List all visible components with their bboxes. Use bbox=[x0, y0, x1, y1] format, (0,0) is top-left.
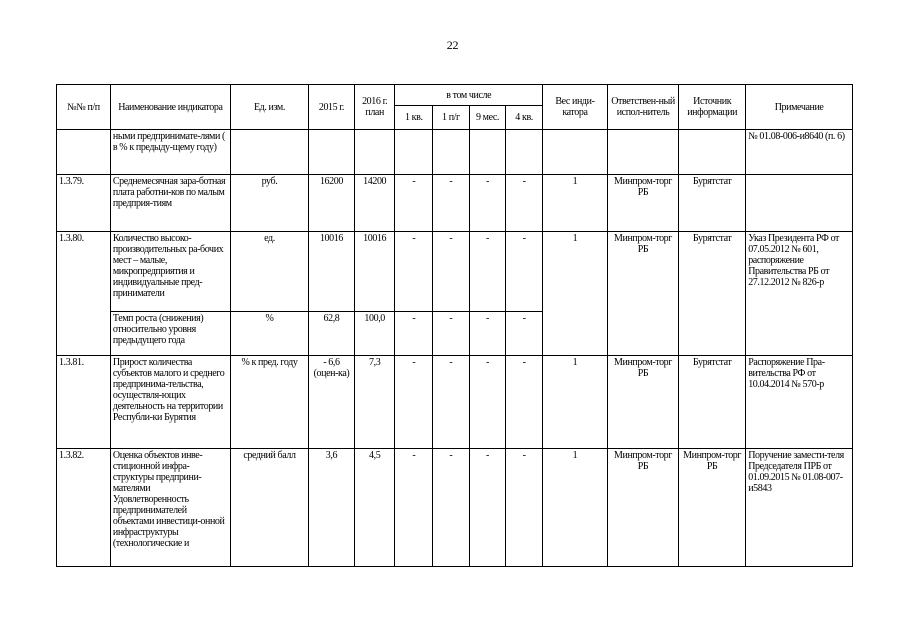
cell-unit: % к пред. году bbox=[230, 356, 308, 449]
cell-q1: - bbox=[395, 232, 433, 312]
cell-note: Поручение замести-теля Председателя ПРБ от 01.09.2015 № 01.08-007-и5843 bbox=[746, 449, 853, 567]
cell-h1: - bbox=[433, 232, 470, 312]
cell-h1: - bbox=[433, 312, 470, 356]
header-note: Примечание bbox=[746, 85, 853, 130]
cell-executor: Минпром-торг РБ bbox=[607, 232, 678, 356]
cell-2016: 14200 bbox=[354, 175, 395, 232]
table-row bbox=[57, 232, 853, 312]
cell-2015: 10016 bbox=[309, 232, 355, 312]
cell-name: Оценка объектов инве-стиционной инфра-структуры предприни-мателями Удовлетворенность предпринимателей объектами инвестици-онной инфраструктуры (технологические и bbox=[110, 449, 230, 567]
cell-9m bbox=[469, 130, 506, 175]
cell-q1: - bbox=[395, 356, 433, 449]
cell-9m: - bbox=[469, 232, 506, 312]
cell-h1: - bbox=[433, 356, 470, 449]
cell-q4 bbox=[506, 130, 543, 175]
header-h1: 1 п/г bbox=[433, 106, 470, 130]
cell-note: Распоряжение Пра-вительства РФ от 10.04.2014 № 570-р bbox=[746, 356, 853, 449]
cell-q1: - bbox=[395, 175, 433, 232]
cell-num bbox=[57, 130, 111, 175]
cell-unit: % bbox=[230, 312, 308, 356]
cell-unit: руб. bbox=[230, 175, 308, 232]
page-number: 22 bbox=[446, 38, 459, 52]
cell-9m: - bbox=[469, 449, 506, 567]
cell-executor: Минпром-торг РБ bbox=[607, 449, 678, 567]
cell-note: № 01.08-006-и8640 (п. 6) bbox=[746, 130, 853, 175]
cell-num: 1.3.79. bbox=[57, 175, 111, 232]
cell-source: Бурятстат bbox=[679, 356, 746, 449]
cell-2015: 62,8 bbox=[309, 312, 355, 356]
cell-note bbox=[746, 175, 853, 232]
header-name: Наименование индикатора bbox=[110, 85, 230, 130]
cell-unit: ед. bbox=[230, 232, 308, 312]
header-2016-plan: 2016 г. план bbox=[354, 85, 395, 130]
cell-executor: Минпром-торг РБ bbox=[607, 175, 678, 232]
cell-2016: 10016 bbox=[354, 232, 395, 312]
cell-q1: - bbox=[395, 312, 433, 356]
cell-name: Среднемесячная зара-ботная плата работни-ков по малым предприя-тиям bbox=[110, 175, 230, 232]
header-weight: Вес инди-катора bbox=[542, 85, 607, 130]
cell-q4: - bbox=[506, 449, 543, 567]
cell-9m: - bbox=[469, 356, 506, 449]
cell-executor: Минпром-торг РБ bbox=[607, 356, 678, 449]
header-q1: 1 кв. bbox=[395, 106, 433, 130]
cell-2016: 4,5 bbox=[354, 449, 395, 567]
cell-q1 bbox=[395, 130, 433, 175]
cell-h1 bbox=[433, 130, 470, 175]
cell-2015: - 6,6 (оцен-ка) bbox=[309, 356, 355, 449]
cell-source: Минпром-торг РБ bbox=[679, 449, 746, 567]
cell-q4: - bbox=[506, 356, 543, 449]
table-row bbox=[57, 175, 853, 232]
header-num: №№ п/п bbox=[57, 85, 111, 130]
cell-name: ными предпринимате-лями ( в % к предыду-щему году) bbox=[110, 130, 230, 175]
cell-note: Указ Президента РФ от 07.05.2012 № 601, распоряжение Правительства РБ от 27.12.2012 № 826-р bbox=[746, 232, 853, 356]
table-row bbox=[57, 130, 853, 175]
cell-weight: 1 bbox=[542, 449, 607, 567]
cell-2015: 3,6 bbox=[309, 449, 355, 567]
cell-q4: - bbox=[506, 232, 543, 312]
table-row bbox=[57, 449, 853, 567]
cell-source: Бурятстат bbox=[679, 232, 746, 356]
cell-weight: 1 bbox=[542, 356, 607, 449]
cell-weight: 1 bbox=[542, 232, 607, 356]
cell-num: 1.3.82. bbox=[57, 449, 111, 567]
cell-name: Прирост количества субъектов малого и среднего предпринима-тельства, осуществля-ющих деятельность на территории Республи-ки Бурятия bbox=[110, 356, 230, 449]
cell-2016: 100,0 bbox=[354, 312, 395, 356]
cell-2015: 16200 bbox=[309, 175, 355, 232]
cell-h1: - bbox=[433, 449, 470, 567]
cell-source bbox=[679, 130, 746, 175]
cell-q4: - bbox=[506, 175, 543, 232]
cell-name: Темп роста (снижения) относительно уровня предыдущего года bbox=[110, 312, 230, 356]
cell-num: 1.3.80. bbox=[57, 232, 111, 356]
cell-2015 bbox=[309, 130, 355, 175]
cell-9m: - bbox=[469, 175, 506, 232]
header-including: в том числе bbox=[395, 85, 542, 106]
cell-weight: 1 bbox=[542, 175, 607, 232]
cell-h1: - bbox=[433, 175, 470, 232]
cell-q1: - bbox=[395, 449, 433, 567]
header-source: Источник информации bbox=[679, 85, 746, 130]
indicators-table bbox=[56, 84, 853, 567]
cell-executor bbox=[607, 130, 678, 175]
header-executor: Ответствен-ный испол-нитель bbox=[607, 85, 678, 130]
cell-9m: - bbox=[469, 312, 506, 356]
cell-unit bbox=[230, 130, 308, 175]
cell-num: 1.3.81. bbox=[57, 356, 111, 449]
header-9m: 9 мес. bbox=[469, 106, 506, 130]
header-2015: 2015 г. bbox=[309, 85, 355, 130]
header-q4: 4 кв. bbox=[506, 106, 543, 130]
cell-name: Количество высоко-производительных ра-бочих мест – малые, микропредприятия и индивидуальные пред-приниматели bbox=[110, 232, 230, 312]
table-row bbox=[57, 356, 853, 449]
cell-2016 bbox=[354, 130, 395, 175]
header-unit: Ед. изм. bbox=[230, 85, 308, 130]
cell-weight bbox=[542, 130, 607, 175]
cell-2016: 7,3 bbox=[354, 356, 395, 449]
cell-unit: средний балл bbox=[230, 449, 308, 567]
cell-q4: - bbox=[506, 312, 543, 356]
cell-source: Бурятстат bbox=[679, 175, 746, 232]
